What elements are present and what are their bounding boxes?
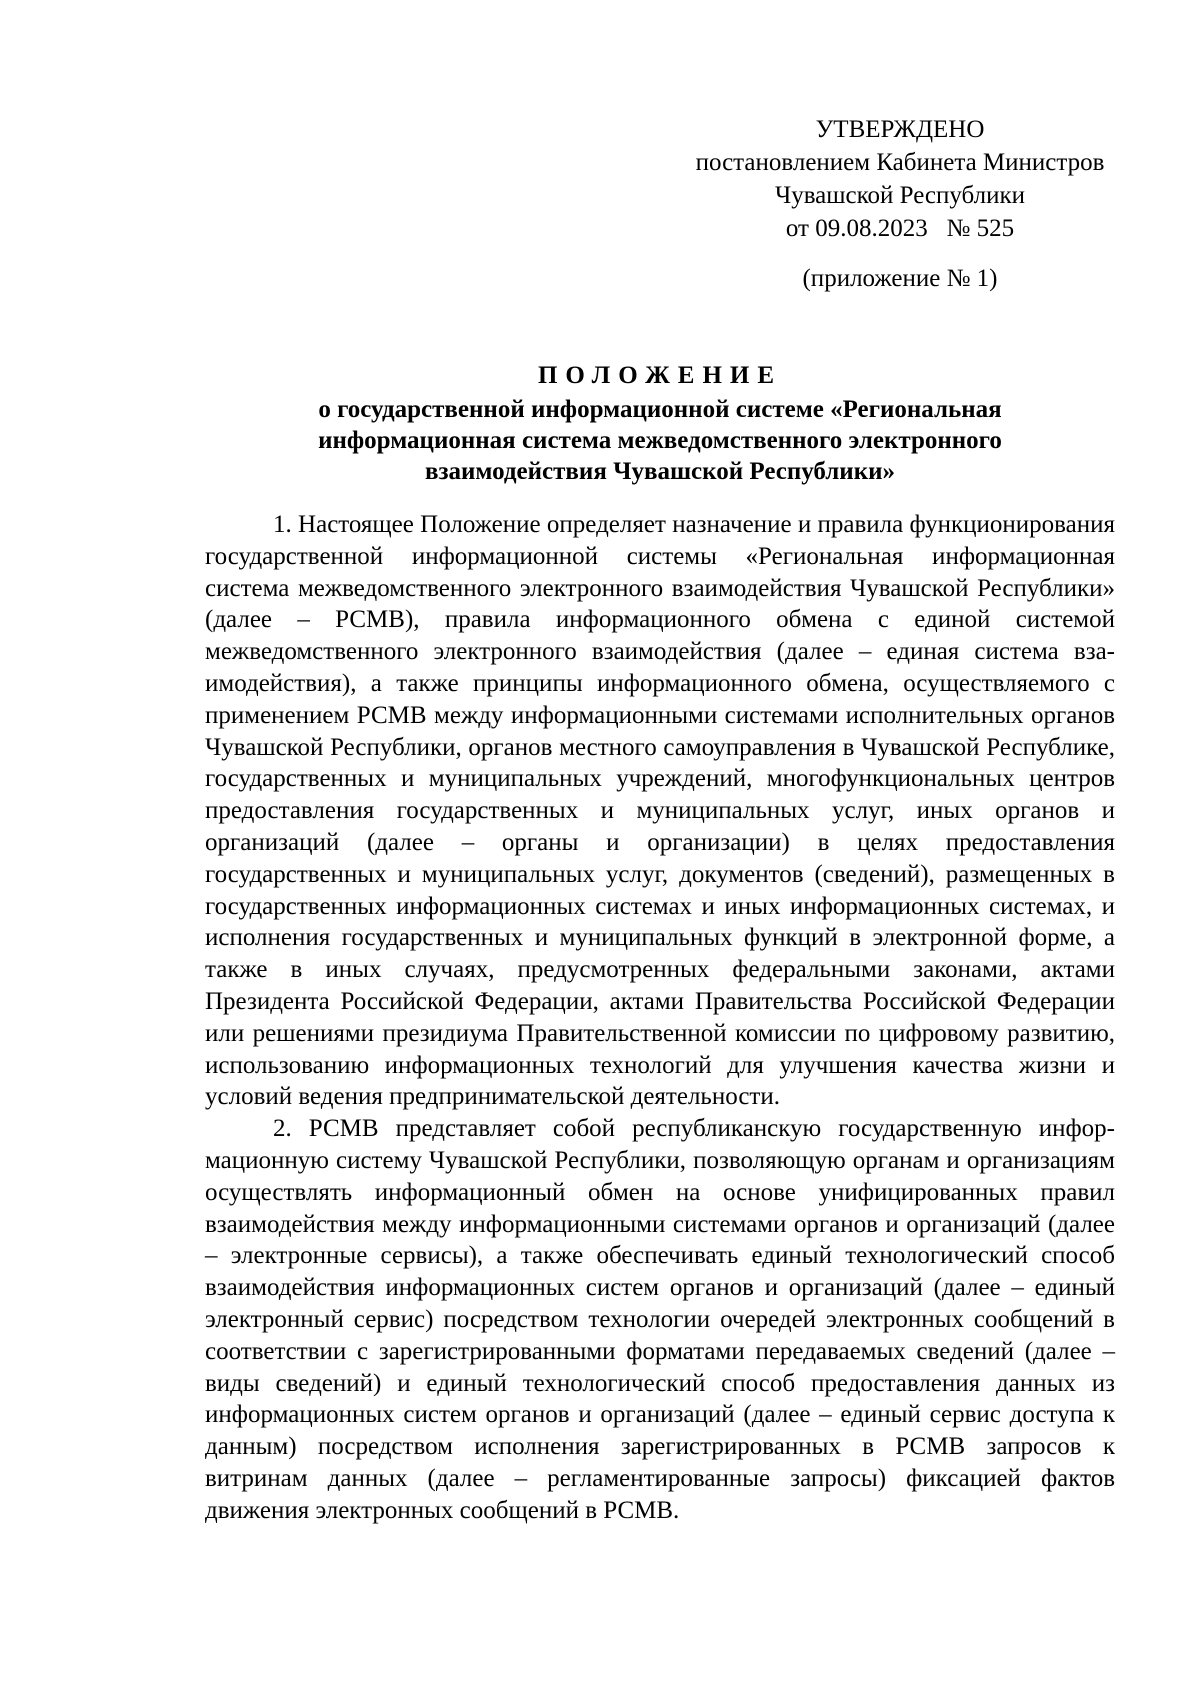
title-line-3: взаимодействия Чувашской Республики» xyxy=(424,458,896,485)
title-line-1: о государственной информационной системе «Региональная xyxy=(318,396,1002,423)
title-main: ПОЛОЖЕНИЕ xyxy=(537,362,783,389)
paragraph-1: 1. Настоящее Положение определяет назначение и правила функционирования государственной информационной системы «Региональная информационная система межведомственного электронного взаимодействия Чувашской Республики» (далее – РСМВ), правила информационного обмена с единой системой межведомственного электронного взаимодействия (далее – единая система взаимодействия), а также принципы информационного обмена, осуществляемого с применением РСМВ между информационными системами исполнительных органов Чувашской Республики, органов местного самоуправления в Чувашской Республике, государственных и муниципальных учреждений, многофункциональных центров предоставления государственных и муниципальных услуг, иных органов и организаций (далее – органы и организации) в целях предоставления государственных и муниципальных услуг, документов (сведений), размещенных в государственных информационных системах и иных информационных системах, и исполнения государственных и муниципальных функций в электронной форме, а также в иных случаях, предусмотренных федеральными законами, актами Президента Российской Федерации, актами Правительства Российской Федерации или решениями президиума Правительственной комиссии по цифровому развитию, использованию информационных технологий для улучшения качества жизни и условий ведения предпринимательской деятельности. xyxy=(205,511,1115,1111)
document-title xyxy=(205,358,1115,487)
approval-date-number: от 09.08.2023 № 525 xyxy=(785,215,1015,242)
approval-region: Чувашской Республики xyxy=(774,182,1026,209)
document-body xyxy=(205,509,1115,1527)
approval-issuer: постановлением Кабинета Министров xyxy=(695,149,1105,176)
title-line-2: информационная система межведомственного электронного xyxy=(318,427,1002,454)
approval-heading: УТВЕРЖДЕНО xyxy=(815,116,985,143)
appendix-label: (приложение № 1) xyxy=(802,265,998,292)
approval-stamp xyxy=(600,113,1200,245)
paragraph-2: 2. РСМВ представляет собой республиканскую государственную информационную систему Чувашской Республики, позволяющую органам и организациям осуществлять информационный обмен на основе унифицированных правил взаимодействия между информационными системами органов и организаций (далее – электронные сервисы), а также обеспечивать единый технологический способ взаимодействия информационных систем органов и организаций (далее – единый электронный сервис) посредством технологии очередей электронных сообщений в соответствии с зарегистрированными форматами передаваемых сведений (далее – виды сведений) и единый технологический способ предоставления данных из информационных систем органов и организаций (далее – единый сервис доступа к данным) посредством исполнения зарегистрированных в РСМВ запросов к витринам данных (далее – регламентированные запросы) фиксацией фактов движения электронных сообщений в РСМВ. xyxy=(205,1115,1115,1524)
